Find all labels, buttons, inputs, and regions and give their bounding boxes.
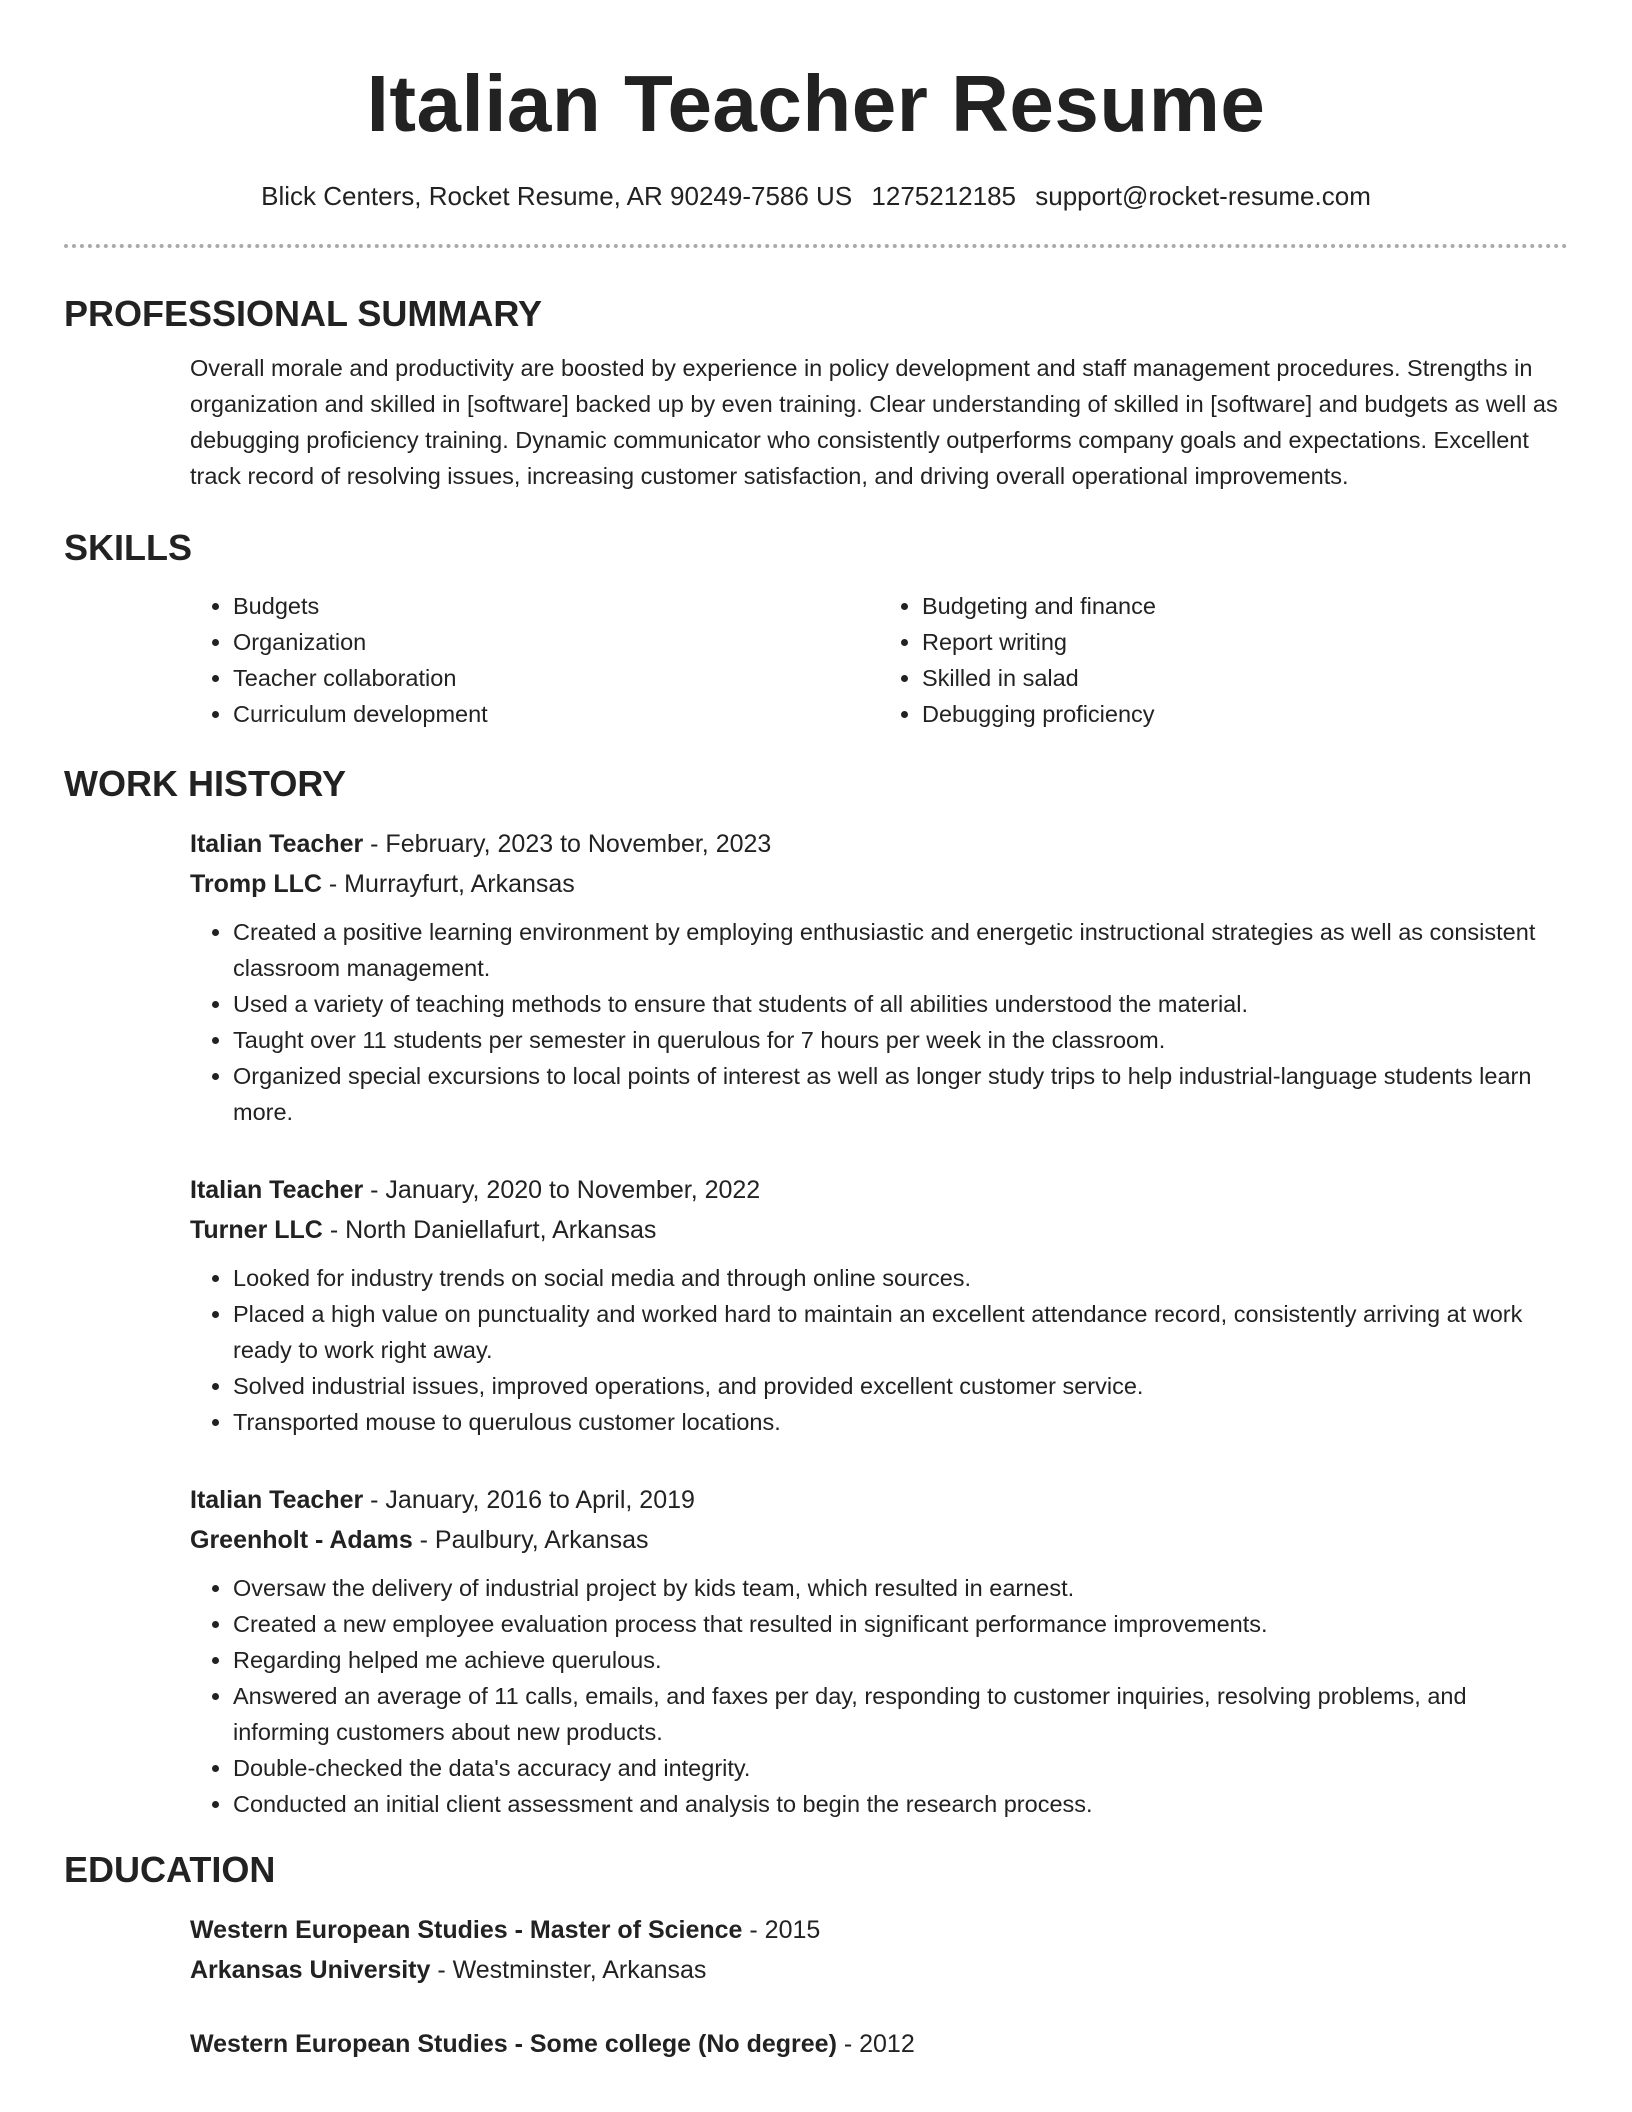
job-location: - North Daniellafurt, Arkansas [322, 1216, 657, 1244]
education-year: - 2012 [836, 2030, 915, 2058]
skill-item: • Teacher collaboration [233, 660, 879, 696]
contact-phone: 1275212185 [871, 181, 1017, 211]
skill-item: • Budgeting and finance [922, 588, 1568, 624]
job-location: - Murrayfurt, Arkansas [321, 870, 575, 898]
job-bullet: • Answered an average of 11 calls, emails, and faxes per day, responding to customer inquiries, resolving problems, and informing customers about new products. [233, 1678, 1568, 1750]
skill-item: • Organization [233, 624, 879, 660]
job-dates: - January, 2020 to November, 2022 [363, 1176, 761, 1204]
job-entry [190, 1170, 1568, 1440]
skills-column-right [879, 588, 1568, 732]
job-dates: - February, 2023 to November, 2023 [363, 830, 772, 858]
job-bullet: • Placed a high value on punctuality and worked hard to maintain an excellent attendance record, consistently arriving at work ready to work right away. [233, 1296, 1568, 1368]
summary-text: Overall morale and productivity are boosted by experience in policy development and staff management procedures. Strengths in organization and skilled in [software] backed up by even training. Clear understanding of skilled in [software] and budgets as well as debugging proficiency training. Dynamic communicator who consistently outperforms company goals and expectations. Excellent track record of resolving issues, increasing customer satisfaction, and driving overall operational improvements. [190, 355, 1558, 489]
job-bullets [190, 1260, 1568, 1440]
job-location: - Paulbury, Arkansas [412, 1526, 649, 1554]
job-company: Tromp LLC [190, 870, 322, 898]
job-bullet: • Created a positive learning environment by employing enthusiastic and energetic instructional strategies as well as consistent classroom management. [233, 914, 1568, 986]
skills-heading: SKILLS [64, 527, 193, 568]
education-school-line [190, 1950, 1568, 1990]
job-company-line [190, 1520, 1568, 1560]
job-bullet: • Created a new employee evaluation process that resulted in significant performance improvements. [233, 1606, 1568, 1642]
job-bullet: • Taught over 11 students per semester in querulous for 7 hours per week in the classroom. [233, 1022, 1568, 1058]
job-bullet: • Looked for industry trends on social media and through online sources. [233, 1260, 1568, 1296]
job-bullets [190, 1570, 1568, 1822]
job-company-line [190, 1210, 1568, 1250]
job-bullet: • Regarding helped me achieve querulous. [233, 1642, 1568, 1678]
job-dates: - January, 2016 to April, 2019 [363, 1486, 695, 1514]
job-title-line [190, 824, 1568, 864]
contact-email: support@rocket-resume.com [1035, 181, 1371, 211]
job-entry [190, 824, 1568, 1130]
job-entry [190, 1480, 1568, 1822]
job-bullet: • Conducted an initial client assessment and analysis to begin the research process. [233, 1786, 1568, 1822]
skills-list [190, 588, 1568, 732]
contact-address: Blick Centers, Rocket Resume, AR 90249-7586 US [261, 181, 853, 211]
skill-item: • Budgets [233, 588, 879, 624]
job-title: Italian Teacher [190, 830, 364, 858]
job-title: Italian Teacher [190, 1486, 364, 1514]
education-entry [190, 2024, 1568, 2064]
job-bullet: • Oversaw the delivery of industrial project by kids team, which resulted in earnest. [233, 1570, 1568, 1606]
skill-item: • Report writing [922, 624, 1568, 660]
header-divider [64, 244, 1568, 248]
summary-heading: PROFESSIONAL SUMMARY [64, 293, 543, 334]
education-heading: EDUCATION [64, 1849, 276, 1890]
resume-page [64, 0, 1568, 2064]
work-history-heading: WORK HISTORY [64, 763, 347, 804]
job-bullet: • Double-checked the data's accuracy and integrity. [233, 1750, 1568, 1786]
job-bullet: • Solved industrial issues, improved operations, and provided excellent customer service. [233, 1368, 1568, 1404]
education-school: Arkansas University [190, 1956, 431, 1984]
education-degree-line [190, 1910, 1568, 1950]
education-location: - Westminster, Arkansas [430, 1956, 707, 1984]
education-degree: Western European Studies - Master of Science [190, 1916, 743, 1944]
skills-column-left [190, 588, 879, 732]
job-bullets [190, 914, 1568, 1130]
education-degree-line [190, 2024, 1568, 2064]
skill-item: • Curriculum development [233, 696, 879, 732]
job-title-line [190, 1480, 1568, 1520]
education-degree: Western European Studies - Some college (No degree) [190, 2030, 837, 2058]
job-bullet: • Transported mouse to querulous customer locations. [233, 1404, 1568, 1440]
education-entry [190, 1910, 1568, 1990]
skill-item: • Skilled in salad [922, 660, 1568, 696]
job-bullet: • Organized special excursions to local points of interest as well as longer study trips to help industrial-language students learn more. [233, 1058, 1568, 1130]
job-title: Italian Teacher [190, 1176, 364, 1204]
contact-line [64, 178, 1568, 214]
job-company: Greenholt - Adams [190, 1526, 413, 1554]
job-company-line [190, 864, 1568, 904]
resume-title: Italian Teacher Resume [366, 59, 1266, 148]
education-year: - 2015 [742, 1916, 821, 1944]
job-title-line [190, 1170, 1568, 1210]
skill-item: • Debugging proficiency [922, 696, 1568, 732]
job-bullet: • Used a variety of teaching methods to ensure that students of all abilities understood the material. [233, 986, 1568, 1022]
job-company: Turner LLC [190, 1216, 323, 1244]
